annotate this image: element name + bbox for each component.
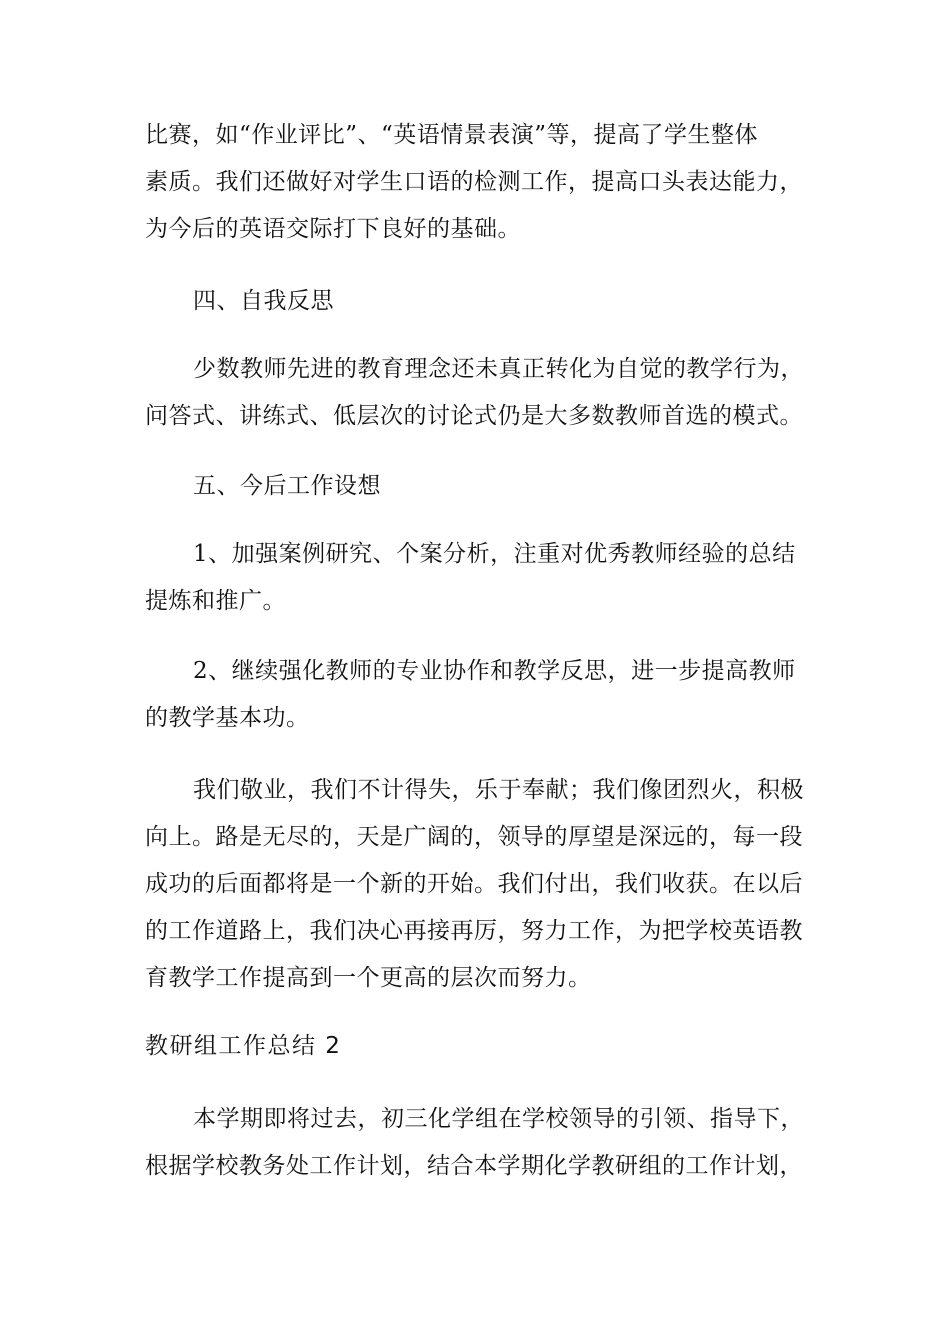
text-line: 1、加强案例研究、个案分析，注重对优秀教师经验的总结 [193,541,796,567]
text-line: 成功的后面都将是一个新的开始。我们付出，我们收获。在以后 [145,871,803,897]
text-line: 少数教师先进的教育理念还未真正转化为自觉的教学行为， [193,356,804,382]
paragraph-activities [145,112,807,253]
text-line: 提炼和推广。 [145,588,286,614]
list-item-1 [145,531,807,625]
text-line: 根据学校教务处工作计划，结合本学期化学教研组的工作计划， [145,1153,803,1179]
section-heading-future-plans: 五、今后工作设想 [193,473,381,499]
paragraph-summary-2 [145,1096,807,1190]
text-line: 素质。我们还做好对学生口语的检测工作，提高口头表达能力， [145,169,803,195]
text-line: 本学期即将过去，初三化学组在学校领导的引领、指导下， [193,1106,804,1132]
section-heading-self-reflection: 四、自我反思 [193,288,334,314]
summary-2-title: 教研组工作总结 2 [145,1033,342,1059]
text-line: 的教学基本功。 [145,705,310,731]
text-line: 育教学工作提高到一个更高的层次而努力。 [145,965,592,991]
text-line: 问答式、讲练式、低层次的讨论式仍是大多数教师首选的模式。 [145,403,803,429]
text-line: 比赛，如“作业评比”、“英语情景表演”等，提高了学生整体 [145,122,759,148]
text-line: 2、继续强化教师的专业协作和教学反思，进一步提高教师 [193,658,796,684]
text-line: 我们敬业，我们不计得失，乐于奉献；我们像团烈火，积极 [193,777,804,803]
text-line: 为今后的英语交际打下良好的基础。 [145,216,521,242]
text-line: 的工作道路上，我们决心再接再厉，努力工作，为把学校英语教 [145,918,803,944]
text-line: 向上。路是无尽的，天是广阔的，领导的厚望是深远的，每一段 [145,824,803,850]
paragraph-reflection [145,346,807,440]
list-item-2 [145,648,807,742]
paragraph-conclusion [145,767,807,1002]
